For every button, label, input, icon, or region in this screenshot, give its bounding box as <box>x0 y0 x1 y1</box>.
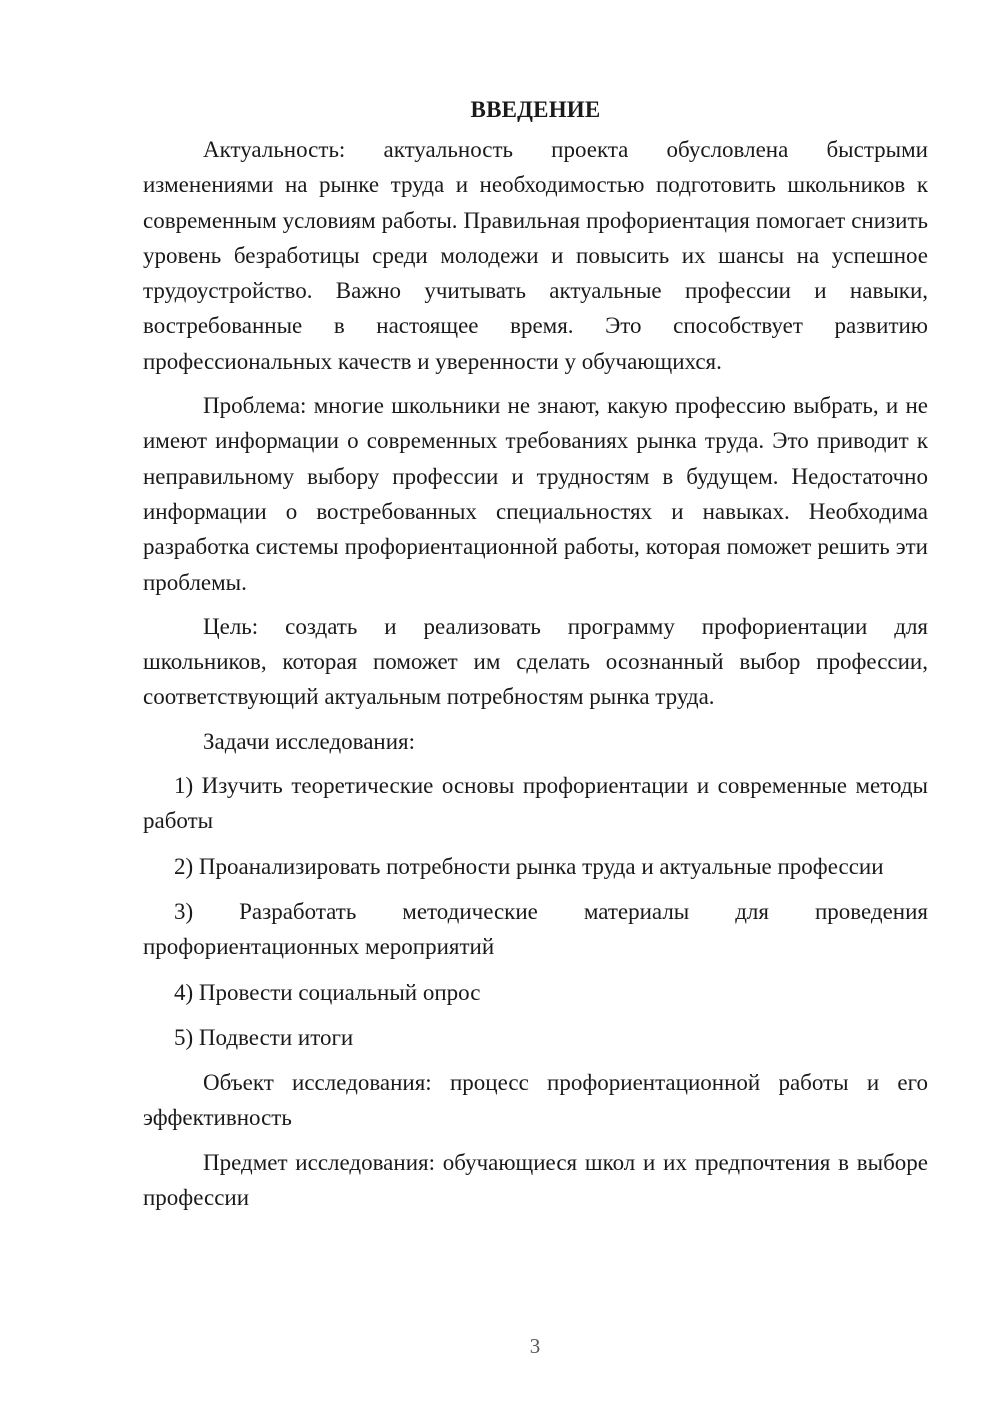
object-paragraph: Объект исследования: процесс профориентационной работы и его эффективность <box>143 1070 928 1131</box>
problem-paragraph: Проблема: многие школьники не знают, какую профессию выбрать, и не имеют информации о современных требованиях рынка труда. Это приводит к неправильному выбору профессии и трудностям в будущем. Недостаточно информации о востребованных специальностях и навыках. Необходима разработка системы профориентационной работы, которая поможет решить эти проблемы. <box>143 393 928 595</box>
subject-paragraph: Предмет исследования: обучающиеся школ и их предпочтения в выборе профессии <box>143 1149 928 1211</box>
task-item-1: 1) Изучить теоретические основы профориентации и современные методы работы <box>143 773 928 834</box>
relevance-paragraph: Актуальность: актуальность проекта обусловлена быстрыми изменениями на рынке труда и необходимостью подготовить школьников к современным условиям работы. Правильная профориентация помогает снизить уровень безработицы среди молодежи и повысить их шансы на успешное трудоустройство. Важно учитывать актуальные профессии и навыки, востребованные в настоящее время. Это способствует развитию профессиональных качеств и уверенности у обучающихся. <box>143 137 928 374</box>
tasks-heading: Задачи исследования: <box>203 728 416 754</box>
page-number: 3 <box>529 1334 541 1358</box>
task-item-5: 5) Подвести итоги <box>174 1024 354 1050</box>
section-title: ВВЕДЕНИЕ <box>470 97 601 122</box>
task-item-3: 3) Разработать методические материалы для проведения профориентационных мероприятий <box>143 898 928 960</box>
task-item-4: 4) Провести социальный опрос <box>174 979 481 1005</box>
task-item-2: 2) Проанализировать потребности рынка труда и актуальные профессии <box>174 853 884 879</box>
goal-paragraph: Цель: создать и реализовать программу профориентации для школьников, которая поможет им сделать осознанный выбор профессии, соответствующий актуальным потребностям рынка труда. <box>143 613 928 710</box>
page-content <box>143 92 928 1224</box>
